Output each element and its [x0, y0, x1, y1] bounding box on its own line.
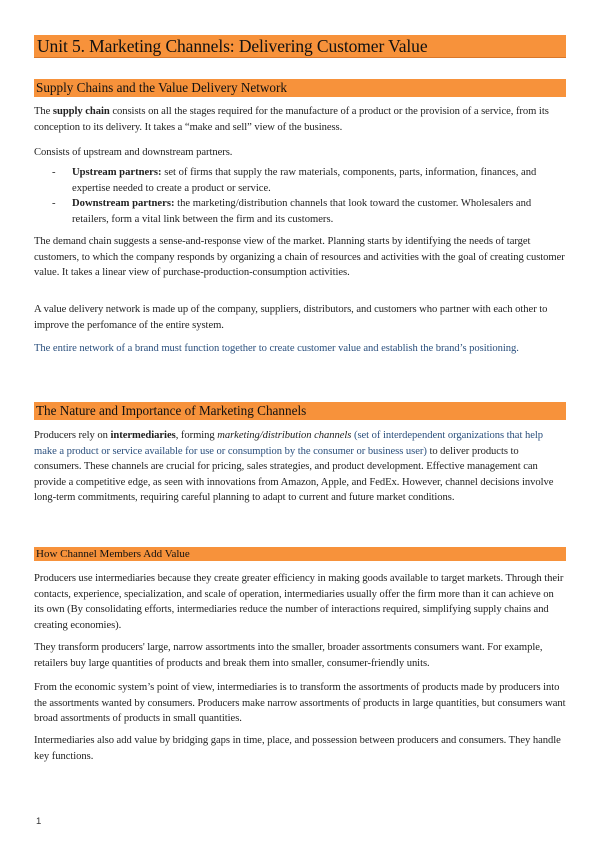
subsection-heading-text: How Channel Members Add Value [36, 548, 190, 560]
section-heading-text: The Nature and Importance of Marketing Channels [36, 403, 307, 418]
paragraph-efficiency: Producers use intermediaries because they create greater efficiency in making goods available to target markets. Through their contacts, experience, specialization, and scale of operation, intermediaries usually offer the firm more than it can achieve on its own (By consolidating efforts, intermediaries reduce the number of interactions required, simplifying supply chains and creating economies). [34, 573, 564, 631]
definition-marketing-channels: (set of interdependent organizations that help make a product or service available for use or consumption by the consumer or business user) [34, 430, 543, 457]
section-heading-text: Supply Chains and the Value Delivery Network [36, 80, 288, 95]
term-supply-chain: supply chain [52, 106, 110, 117]
paragraph-supply-chain: The supply chain consists on all the stages required for the manufacture of a product or the provision of a service, from its conception to its delivery. It takes a “make and sell” view of the business. [34, 106, 549, 133]
paragraph-value-delivery-network: A value delivery network is made up of the company, suppliers, distributors, and customers who partner with each other to improve the perfomance of the entire system. [34, 304, 548, 331]
paragraph-partners-intro: Consists of upstream and downstream partners. [34, 147, 233, 158]
partners-list [52, 165, 566, 227]
list-item-downstream: - Downstream partners: the marketing/distribution channels that look toward the customer. Wholesalers and retailers, form a vital link between the firm and its customers. [52, 198, 532, 225]
document-title: Unit 5. Marketing Channels: Delivering Customer Value [37, 36, 428, 56]
paragraph-economic-view: From the economic system’s point of view, intermediaries is to transform the assortments of products made by producers into the assortments wanted by consumers. Producers make narrow assortments of products in large quantities, but consumers want broad assortments of products in small quantities. [34, 682, 566, 725]
list-item-upstream: - Upstream partners: set of firms that supply the raw materials, components, parts, information, finances, and expertise needed to create a product or service. [52, 167, 537, 194]
paragraph-bridging-gaps: Intermediaries also add value by bridging gaps in time, place, and possession between producers and consumers. They handle key functions. [34, 735, 561, 762]
term-marketing-channels: marketing/distribution channels [217, 430, 352, 441]
paragraph-intermediaries: Producers rely on intermediaries, forming marketing/distribution channels (set of interdependent organizations that help make a product or service available for use or consumption by the consumer or business user) to deliver products to consumers. These channels are crucial for pricing, sales strategies, and product development. Effective management can provide a competitive edge, as seen with innovations from Amazon, Apple, and FedEx. However, channel decisions involve long-term commitments, requiring careful planning to adapt to current and future market conditions. [34, 430, 554, 504]
paragraph-brand-network: The entire network of a brand must function together to create customer value and establish the brand’s positioning. [34, 343, 519, 354]
paragraph-assortments: They transform producers' large, narrow assortments into the smaller, broader assortments consumers want. For example, retailers buy large quantities of products and break them into smaller, consumer-friendly units. [34, 642, 543, 669]
subsection-heading-channel-value [34, 547, 566, 561]
section-heading-marketing-channels [34, 402, 566, 420]
title-banner [34, 35, 566, 58]
page-number: 1 [36, 816, 42, 827]
paragraph-demand-chain: The demand chain suggests a sense-and-response view of the market. Planning starts by identifying the needs of target customers, to which the company responds by organizing a chain of resources and activities with the goal of creating customer value. It takes a linear view of purchase-production-consumption activities. [34, 236, 565, 279]
term-intermediaries: intermediaries [110, 430, 176, 441]
section-heading-supply-chains [34, 79, 566, 97]
